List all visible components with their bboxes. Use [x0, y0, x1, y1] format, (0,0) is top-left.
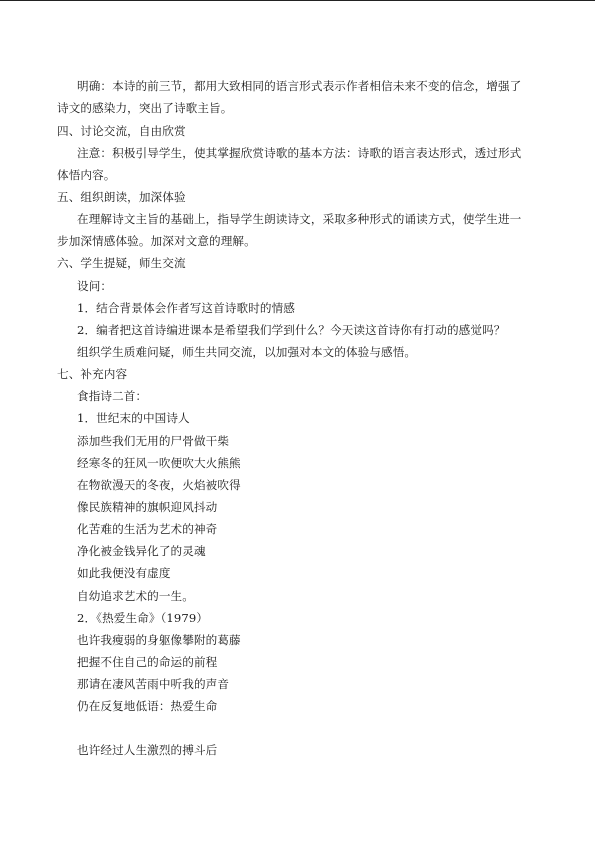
poem-line: 净化被金钱异化了的灵魂	[77, 544, 206, 558]
section-heading: 七、补充内容	[57, 367, 128, 381]
poem-line: 把握不住自己的命运的前程	[77, 655, 218, 669]
section-heading: 四、讨论交流，自由欣赏	[57, 124, 186, 138]
poem-title: 2．《热爱生命》（1979）	[77, 611, 209, 625]
poem-line: 自幼追求艺术的一生。	[77, 589, 194, 603]
text-line: 组织学生质难问疑，师生共同交流，以加强对本文的体验与感悟。	[77, 345, 417, 359]
text-line: 体悟内容。	[57, 168, 116, 182]
text-line: 设问：	[77, 279, 113, 293]
text-line: 在理解诗文主旨的基础上，指导学生朗读诗文，采取多种形式的诵读方式，使学生进一	[77, 212, 522, 226]
poem-line: 像民族精神的旗帜迎风抖动	[77, 500, 218, 514]
poem-line: 也许我瘦弱的身躯像攀附的葛藤	[77, 633, 241, 647]
text-line: 食指诗二首：	[77, 389, 148, 403]
text-line: 步加深情感体验。加深对文意的理解。	[57, 234, 256, 248]
poem-line: 那请在凄风苦雨中听我的声音	[77, 677, 230, 691]
list-item: 2．编者把这首诗编进课本是希望我们学到什么？今天读这首诗你有打动的感觉吗？	[77, 323, 506, 337]
section-heading: 六、学生提疑，师生交流	[57, 256, 186, 270]
poem-line: 仍在反复地低语：热爱生命	[77, 699, 218, 713]
list-item: 1．结合背景体会作者写这首诗歌时的情感	[77, 301, 295, 315]
poem-title: 1．世纪末的中国诗人	[77, 411, 190, 425]
text-line: 诗文的感染力，突出了诗歌主旨。	[57, 101, 233, 115]
text-line: 注意：积极引导学生，使其掌握欣赏诗歌的基本方法：诗歌的语言表达形式，透过形式	[77, 146, 522, 160]
poem-line: 在物欲漫天的冬夜，火焰被吹得	[77, 478, 241, 492]
poem-line: 化苦难的生活为艺术的神奇	[77, 522, 218, 536]
poem-line: 添加些我们无用的尸骨做干柴	[77, 434, 230, 448]
poem-line: 也许经过人生激烈的搏斗后	[77, 743, 218, 757]
poem-line: 如此我便没有虚度	[77, 566, 171, 580]
section-heading: 五、组织朗读，加深体验	[57, 190, 186, 204]
poem-line: 经寒冬的狂风一吹便吹大火熊熊	[77, 456, 241, 470]
text-line: 明确：本诗的前三节，都用大致相同的语言形式表示作者相信未来不变的信念，增强了	[77, 79, 522, 93]
